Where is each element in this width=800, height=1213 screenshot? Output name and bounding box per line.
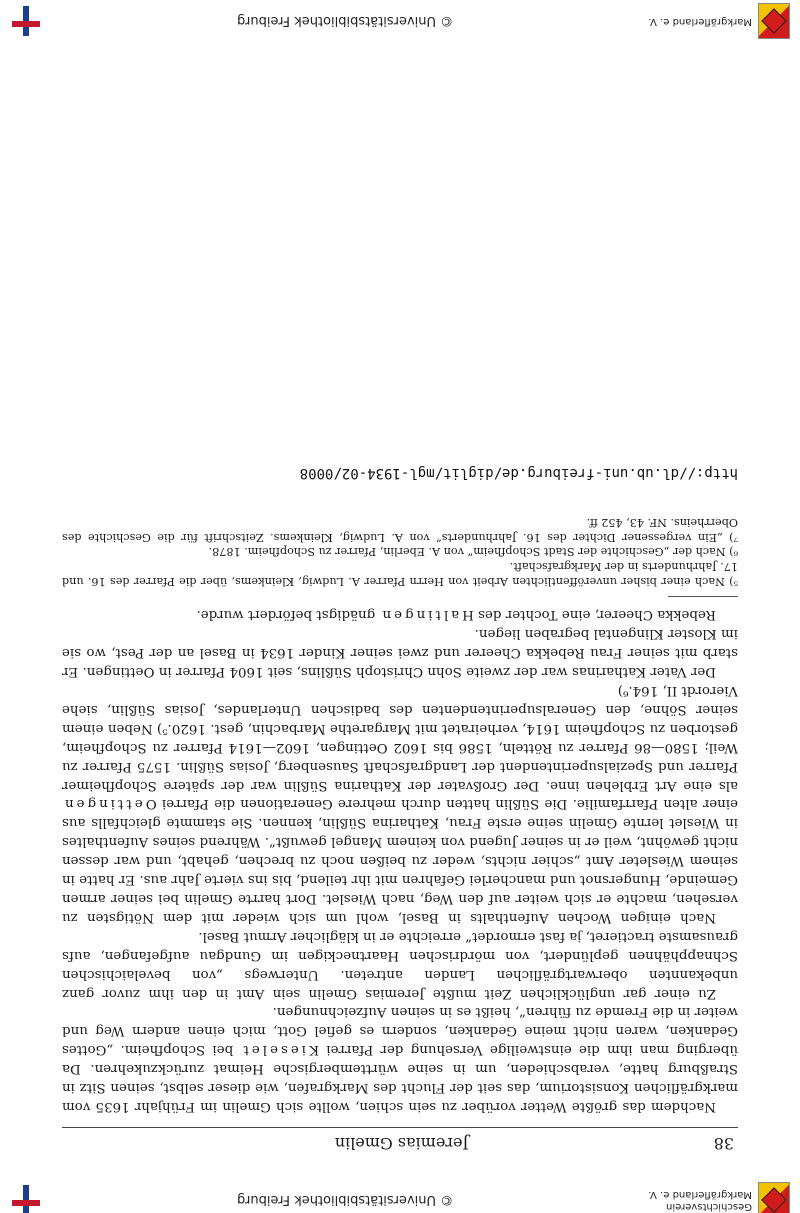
paragraph: Der Vater Katharinas war der zweite Sohn Christoph Süßlins, seit 1604 Pfarrer in Oettingen. Er starb mit seiner Frau Rebekka Cheerer und zwei seiner Kinder 1634 in Basel an der Pest, wo sie im Kloster Klingental begraben liegen. [62, 626, 738, 680]
permalink-url[interactable]: http://dl.ub.uni-freiburg.de/diglit/mgl-1934-02/0008 [299, 464, 738, 481]
coat-of-arms-icon [758, 3, 790, 39]
paragraph: Nach einigen Wochen Aufenthalts in Basel, wohl um sich wieder mit dem Nötigsten zu versehen, machte er sich weiter auf den Weg, nach Wieslet. Dort harrte Gmelin bei seiner armen Gemeinde, Hungersnot und mancherlei Gefahren mit ihr teilend, bis ins vierte Jahr aus. Er hatte in seinem Wiesleter Amt „schier nichts, weder zu beißen noch zu brechen, gehabt, und war dessen nicht gewöhnt, weil er in seiner Jugend von keinem Mangel gewußt“. Während seines Aufenthaltes in Wieslet lernte Gmelin seine erste Frau, Katharina Süßlin, kennen. Sie stammte gleichfalls aus einer alten Pfarrfamilie. Die Süßlin hatten durch mehrere Generationen die Pfarrei Oettingen als eine Art Erblehen inne. Der Großvater der Katharina Süßlin war der spätere Schopfheimer Pfarrer und Spezialsuperintendent der Landgrafschaft Sausenberg, Josias Süßlin. 1575 Pfarrer zu Weil; 1580—86 Pfarrer zu Rötteln, 1586 bis 1602 Oettingen, 1602—1614 Pfarrer zu Schopfheim, gestorben zu Schopfheim 1614, verheiratet mit Margarethe Marbachin, gest. 1620.⁵) Neben einem seiner Söhne, den Generalsuperintendenten des badischen Unterlandes, Josias Süßlin, siehe Vierordt II, 164.⁶) [62, 683, 738, 925]
footnote: ⁵) Nach einer bisher unveröffentlichten Arbeit von Herrn Pfarrer A. Ludwig, Kleinkems, über die Pfarrer des 16. und 17. Jahrhunderts in der Markgrafschaft. [62, 559, 738, 588]
society-name-footer: Markgräflerland e. V. [648, 16, 752, 27]
footnote: ⁷) „Ein vergessener Dichter des 16. Jahrhunderts“ von A. Ludwig, Kleinkems. Zeitschrift für die Geschichte des Oberrheins. NF. 43, 452 ff. [62, 516, 738, 544]
society-name: Geschichtsverein Markgräflerland e. V. [648, 1189, 752, 1212]
paragraph: Zu einer gar unglücklichen Zeit mußte Jeremias Gmelin sein Amt in den ihm zuvor ganz unbekannten oberwartgräflichen Landen antreten. Unterwegs „von bevelaichischen Schnapphähnen geplündert, von mördrischen Haartneckigen im Gundgau aufgefangen, aufs grausamste tractieret, ja fast ermordet“ erreichte er in kläglicher Armut Basel. [62, 928, 738, 1001]
viewer-footer [0, 0, 800, 42]
copyright-bottom: © Universitätsbibliothek Freiburg [236, 13, 454, 29]
coat-of-arms-icon [758, 1182, 790, 1213]
page-number: 38 [713, 1134, 734, 1153]
viewer-header [0, 1187, 800, 1213]
society-logo-footer[interactable] [638, 3, 800, 39]
ub-freiburg-logo-icon[interactable] [12, 6, 40, 36]
footnote-rule [668, 596, 738, 597]
running-title: Jeremias Gmelin [334, 1134, 469, 1153]
ub-freiburg-logo-icon[interactable] [12, 1185, 40, 1213]
paragraph: Rebekka Cheerer, eine Tochter des Haltingen gnädigst befördert wurde. [196, 607, 716, 623]
copyright-top: © Universitätsbibliothek Freiburg [236, 1192, 454, 1208]
footnote: ⁶) Nach der „Geschichte der Stadt Schopfheim“ von A. Eberlin, Pfarrer zu Schopfheim. 1878. [208, 545, 738, 559]
society-logo[interactable] [638, 1182, 800, 1213]
document-page [62, 465, 738, 1153]
running-head [62, 1134, 738, 1153]
header-rule [62, 1127, 738, 1128]
paragraph: Nachdem das größte Wetter vorüber zu sein schien, wollte sich Gmelin im Frühjahr 1635 vom markgräflichen Konsistorium, das seit der Flucht des Markgrafen, wie dieser selbst, seinen Sitz in Straßburg hatte, verabschieden, um in seine württembergische Heimat zurückzukehren. Da überging man ihm die einstweilige Versehung der Pfarrei Kieselet bei Schopfheim. „Gottes Gedanken, waren nicht meine Gedanken, sondern es gefiel Gott, mich einen andern Weg und weiter in die Fremde zu führen“, heißt es in seinen Aufzeichnungen. [62, 1004, 738, 1114]
